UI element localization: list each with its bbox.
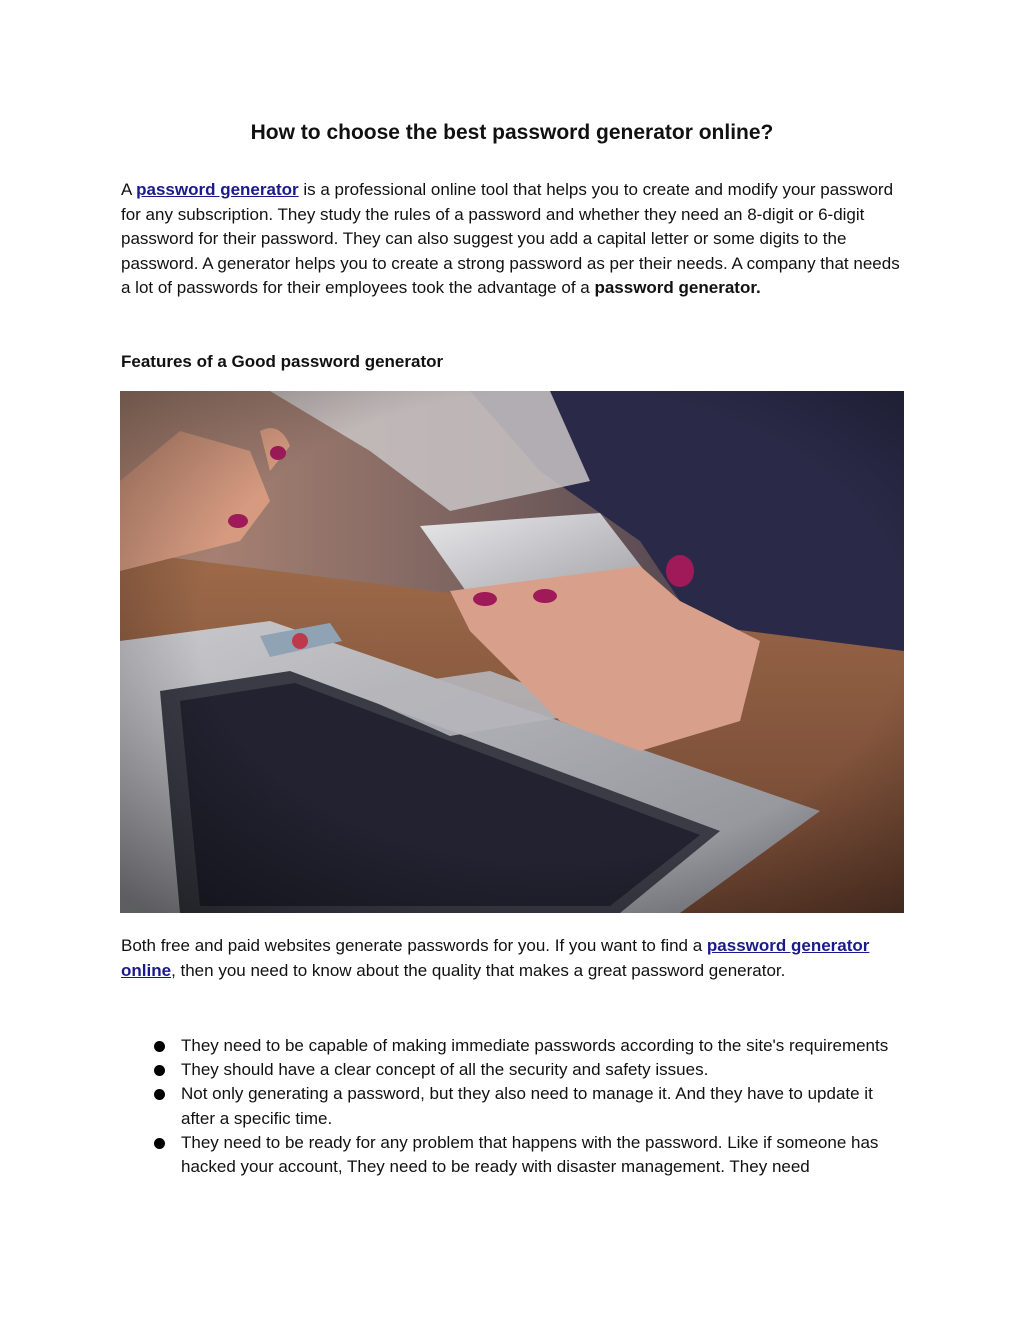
bullet-icon: [154, 1089, 165, 1100]
intro-prefix: A: [121, 180, 137, 199]
para2-text-after: , then you need to know about the quality that makes a great password generator.: [171, 960, 786, 980]
list-item: [150, 1034, 910, 1058]
hands-phone-laptop-image: [120, 391, 904, 913]
list-item: [150, 1058, 910, 1082]
list-item: [150, 1131, 910, 1179]
page-title: How to choose the best password generator online?: [250, 121, 774, 144]
list-item: [150, 1082, 910, 1130]
list-item-text: They need to be capable of making immediate passwords according to the site's requirements: [181, 1036, 889, 1055]
intro-bold-end: password generator.: [594, 278, 761, 298]
bullet-icon: [154, 1138, 165, 1149]
features-list: [150, 1034, 910, 1179]
bullet-icon: [154, 1065, 165, 1076]
password-generator-link[interactable]: password generator: [136, 180, 299, 199]
intro-text: is a professional online tool that helps you to create and modify your password for any subscription. They study the rules of a password and whether they need an 8-digit or 6-digit password for their password. They can also suggest you add a capital letter or some digits to the password. A generator helps you to create a strong password as per their needs. A company that needs a lot of passwords for their employees took the advantage of a: [121, 180, 900, 298]
paragraph-2: [121, 934, 911, 983]
features-heading: Features of a Good password generator: [121, 352, 444, 371]
bullet-icon: [154, 1041, 165, 1052]
intro-paragraph: [121, 178, 911, 301]
para2-text-before: Both free and paid websites generate passwords for you. If you want to find a: [121, 936, 707, 955]
list-item-text: They need to be ready for any problem that happens with the password. Like if someone has hacked your account, They need to be ready with disaster management. They need: [181, 1132, 879, 1177]
list-item-text: Not only generating a password, but they also need to manage it. And they have to update it after a specific time.: [181, 1084, 873, 1128]
password-generator-online-link[interactable]: password generator online: [121, 936, 870, 980]
list-item-text: They should have a clear concept of all the security and safety issues.: [181, 1060, 709, 1080]
